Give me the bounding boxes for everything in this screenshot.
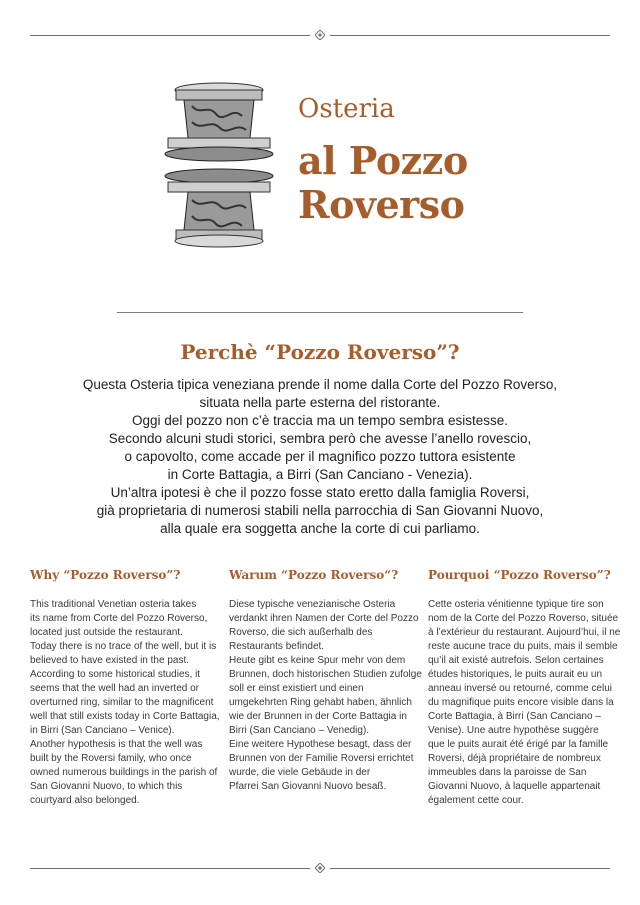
- german-line: Roverso, die sich außerhalb des: [229, 627, 373, 638]
- french-line: nom de la Corte del Pozzo Roverso, située: [428, 613, 619, 624]
- french-line: à l’extérieur du restaurant. Aujourd’hui, il ne: [428, 627, 621, 638]
- english-line: This traditional Venetian osteria takes: [30, 599, 197, 610]
- english-body: [30, 598, 220, 808]
- french-line: qu’il ait existé autrefois. Selon certaines: [428, 655, 604, 666]
- german-line: Heute gibt es keine Spur mehr von dem: [229, 655, 406, 666]
- well-capital-top-icon: [162, 82, 276, 162]
- english-line: Another hypothesis is that the well was: [30, 739, 203, 750]
- well-capital-bottom-icon: [162, 168, 276, 248]
- italian-line: in Corte Battagia, a Birri (San Canciano - Venezia).: [167, 467, 473, 482]
- german-heading: Warum “Pozzo Roverso“?: [229, 568, 399, 582]
- english-line: built by the Roversi family, who once: [30, 753, 192, 764]
- rule-line-left: [30, 35, 310, 36]
- rule-line-right: [330, 35, 610, 36]
- french-line: du magnifique puits encore visible dans la: [428, 697, 614, 708]
- german-line: Restaurants befindet.: [229, 641, 325, 652]
- german-line: umgekehrten Ring gehabt haben, ähnlich: [229, 697, 412, 708]
- french-line: Giovanni Nuovo, à laquelle appartenait: [428, 781, 601, 792]
- italian-heading: Perchè “Pozzo Roverso”?: [180, 340, 460, 364]
- rule-line-left: [30, 868, 310, 869]
- english-column: [30, 568, 220, 808]
- french-line: Roversi, déjà propriétaire de nombreux: [428, 753, 601, 764]
- english-line: believed to have existed in the past.: [30, 655, 189, 666]
- diamond-ornament-icon: [315, 863, 325, 873]
- german-body: [229, 598, 422, 794]
- italian-line: già proprietaria di numerosi stabili nella parrocchia di San Giovanni Nuovo,: [96, 503, 544, 518]
- bottom-ornament-rule: [30, 863, 610, 875]
- english-line: San Giovanni Nuovo, to which this: [30, 781, 183, 792]
- english-line: According to some historical studies, it: [30, 669, 201, 680]
- french-body: [428, 598, 621, 808]
- french-line: Venise). Une autre hypothèse suggère: [428, 725, 599, 736]
- french-line: anneau inversé ou retourné, comme celui: [428, 683, 612, 694]
- italian-line: Un’altra ipotesi è che il pozzo fosse stato eretto dalla famiglia Roversi,: [110, 485, 530, 500]
- german-line: Brunnen, doch historischen Studien zufolge: [229, 669, 422, 680]
- italian-line: situata nella parte esterna del ristorante.: [199, 395, 441, 410]
- english-line: seems that the well had an inverted or: [30, 683, 199, 694]
- section-divider: [117, 312, 523, 313]
- german-line: Pfarrei San Giovanni Nuovo besaß.: [229, 781, 387, 792]
- logo-line-osteria: Osteria: [298, 94, 395, 124]
- english-line: Today there is no trace of the well, but it is: [30, 641, 217, 652]
- french-line: immeubles dans la paroisse de San: [428, 767, 587, 778]
- rule-line-right: [330, 868, 610, 869]
- german-line: wurde, die viele Gebäude in der: [229, 767, 371, 778]
- italian-line: Oggi del pozzo non c’è traccia ma un tempo sembra esistesse.: [132, 413, 508, 428]
- german-line: wie der Brunnen in der Corte Battagia in: [229, 711, 407, 722]
- italian-line: alla quale era soggetta anche la corte di cui parliamo.: [160, 521, 480, 536]
- english-line: its name from Corte del Pozzo Roverso,: [30, 613, 208, 624]
- french-line: également cette cour.: [428, 795, 524, 806]
- top-ornament-rule: [30, 30, 610, 42]
- english-line: in Birri (San Canciano – Venice).: [30, 725, 175, 736]
- german-line: verdankt ihren Namen der Corte del Pozzo: [229, 613, 419, 624]
- italian-body: [40, 376, 600, 538]
- diamond-ornament-icon: [315, 30, 325, 40]
- french-line: reste aucune trace du puits, mais il semble: [428, 641, 618, 652]
- logo-line-al-pozzo: al Pozzo: [298, 138, 468, 183]
- german-line: Eine weitere Hypothese besagt, dass der: [229, 739, 412, 750]
- italian-line: Questa Osteria tipica veneziana prende il nome dalla Corte del Pozzo Roverso,: [82, 377, 558, 392]
- german-line: Birri (San Canciano – Venedig).: [229, 725, 370, 736]
- german-line: Brunnen von der Familie Roversi errichtet: [229, 753, 414, 764]
- osteria-logo: [160, 82, 490, 254]
- french-column: [428, 568, 621, 808]
- french-line: études historiques, le puits aurait eu un: [428, 669, 602, 680]
- french-line: Corte Battagia, à Birri (San Canciano –: [428, 711, 601, 722]
- german-line: soll er einst existiert und einen: [229, 683, 364, 694]
- french-line: que le puits aurait été érigé par la famille: [428, 739, 609, 750]
- english-line: well that still exists today in Corte Battagia,: [30, 711, 220, 722]
- english-line: owned numerous buildings in the parish of: [30, 767, 218, 778]
- french-line: Cette osteria vénitienne typique tire son: [428, 599, 604, 610]
- german-line: Diese typische venezianische Osteria: [229, 599, 396, 610]
- french-heading: Pourquoi “Pozzo Roverso”?: [428, 568, 611, 582]
- italian-line: o capovolto, come accade per il magnifico pozzo tuttora esistente: [124, 449, 516, 464]
- italian-line: Secondo alcuni studi storici, sembra però che avesse l’anello rovescio,: [108, 431, 532, 446]
- english-line: located just outside the restaurant.: [30, 627, 183, 638]
- english-line: overturned ring, similar to the magnificent: [30, 697, 214, 708]
- logo-line-roverso: Roverso: [298, 182, 465, 227]
- english-heading: Why “Pozzo Roverso”?: [30, 568, 181, 582]
- english-line: courtyard also belonged.: [30, 795, 140, 806]
- german-column: [229, 568, 422, 794]
